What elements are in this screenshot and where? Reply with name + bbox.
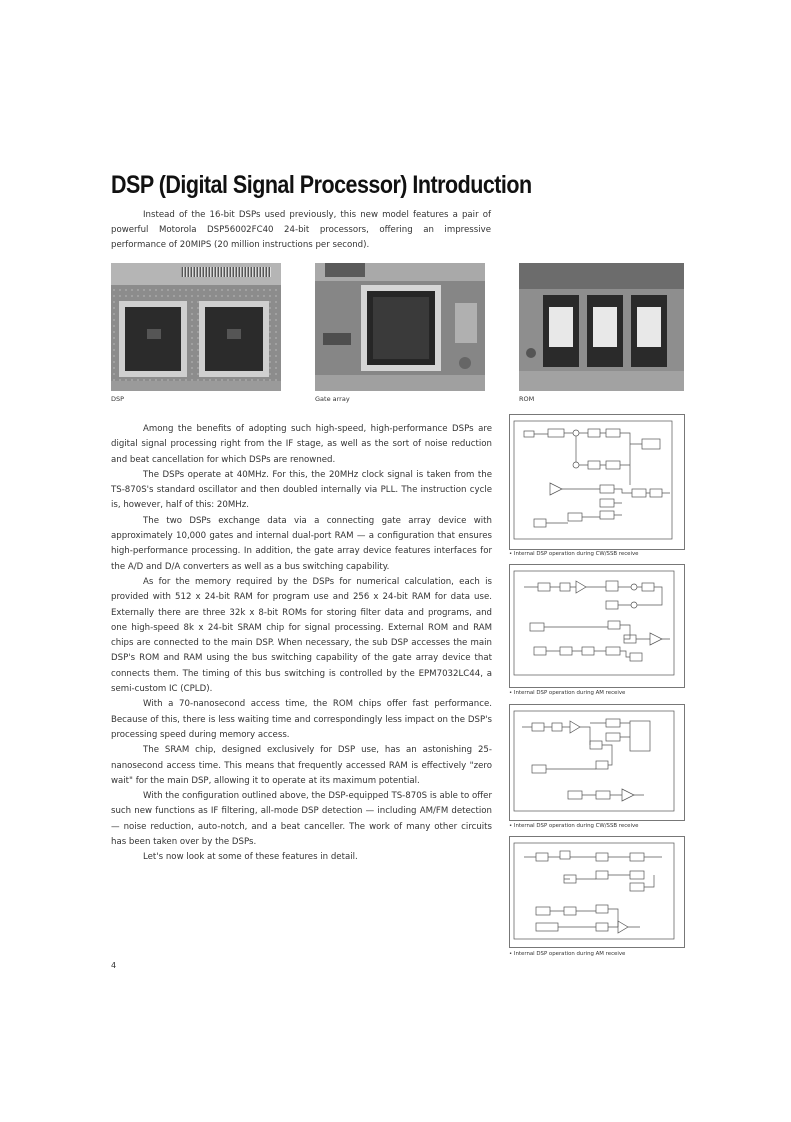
dsp-diagram-am-2 [509, 836, 685, 948]
page-number: 4 [111, 961, 117, 970]
page-title: DSP (Digital Signal Processor) Introduction [111, 171, 532, 199]
dsp-diagram-caption-1: • Internal DSP operation during CW/SSB receive [509, 551, 639, 557]
paragraph-8: Let's now look at some of these features in detail. [143, 852, 358, 863]
intro-paragraph [111, 208, 491, 254]
paragraph-4: As for the memory required by the DSPs for numerical calculation, each is provided with 512 x 24-bit RAM for program use and 256 x 24-bit RAM for data use. Externally there are three 32k x 8-bit ROMs for storing filter data and programs, and one high-speed 8k x 24-bit SRAM chip for signal processing. External ROM and RAM chips are connected to the main DSP. When necessary, the sub DSP accesses the main DSP's ROM and RAM using the bus switching capability of the gate array device that connects them. The timing of this bus switching is controlled by the EPM7032LC44, a semi-custom IC (CPLD). [111, 576, 492, 695]
dsp-photo-caption: DSP [111, 395, 125, 403]
dsp-diagram-caption-4: • Internal DSP operation during AM receive [509, 951, 626, 957]
dsp-photo [111, 263, 281, 391]
dsp-diagram-caption-2: • Internal DSP operation during AM receive [509, 690, 626, 696]
paragraph-5: With a 70-nanosecond access time, the ROM chips offer fast performance. Because of this, there is less waiting time and correspondingly less impact on the DSP's processing speed during memory access. [111, 699, 492, 740]
dsp-diagram-cw-ssb-2 [509, 704, 685, 821]
intro-text: Instead of the 16-bit DSPs used previously, this new model features a pair of powerful Motorola DSP56002FC40 24-bit processors, offering an impressive performance of 20MIPS (20 million instructions per second). [111, 210, 491, 251]
body-text [111, 422, 492, 866]
rom-photo [519, 263, 684, 391]
dsp-diagram-caption-3: • Internal DSP operation during CW/SSB receive [509, 823, 639, 829]
paragraph-3: The two DSPs exchange data via a connecting gate array device with approximately 10,000 gates and internal dual-port RAM — a configuration that ensures high-performance processing. In addition, the gate array device features interfaces for the A/D and D/A converters as well as a bus switching capability. [111, 515, 492, 572]
dsp-diagram-am-1 [509, 564, 685, 688]
paragraph-1: Among the benefits of adopting such high-speed, high-performance DSPs are digital signal processing right from the IF stage, as well as the sort of noise reduction and beat cancellation for which DSPs are renowned. [111, 424, 492, 465]
gate-array-photo-caption: Gate array [315, 395, 350, 403]
paragraph-6: The SRAM chip, designed exclusively for DSP use, has an astonishing 25-nanosecond access time. This means that frequently accessed RAM is effectively "zero wait" for the main DSP, allowing it to operate at its maximum potential. [111, 745, 492, 786]
paragraph-2: The DSPs operate at 40MHz. For this, the 20MHz clock signal is taken from the TS-870S's standard oscillator and then doubled internally via PLL. The instruction cycle is, however, half of this: 20MHz. [111, 469, 492, 511]
paragraph-7: With the configuration outlined above, the DSP-equipped TS-870S is able to offer such new functions as IF filtering, all-mode DSP detection — including AM/FM detection — noise reduction, auto-notch, and a beat canceller. The work of many other circuits has been taken over by the DSPs. [111, 791, 492, 848]
dsp-diagram-cw-ssb-1 [509, 414, 685, 550]
rom-photo-caption: ROM [519, 395, 535, 403]
gate-array-photo [315, 263, 485, 391]
